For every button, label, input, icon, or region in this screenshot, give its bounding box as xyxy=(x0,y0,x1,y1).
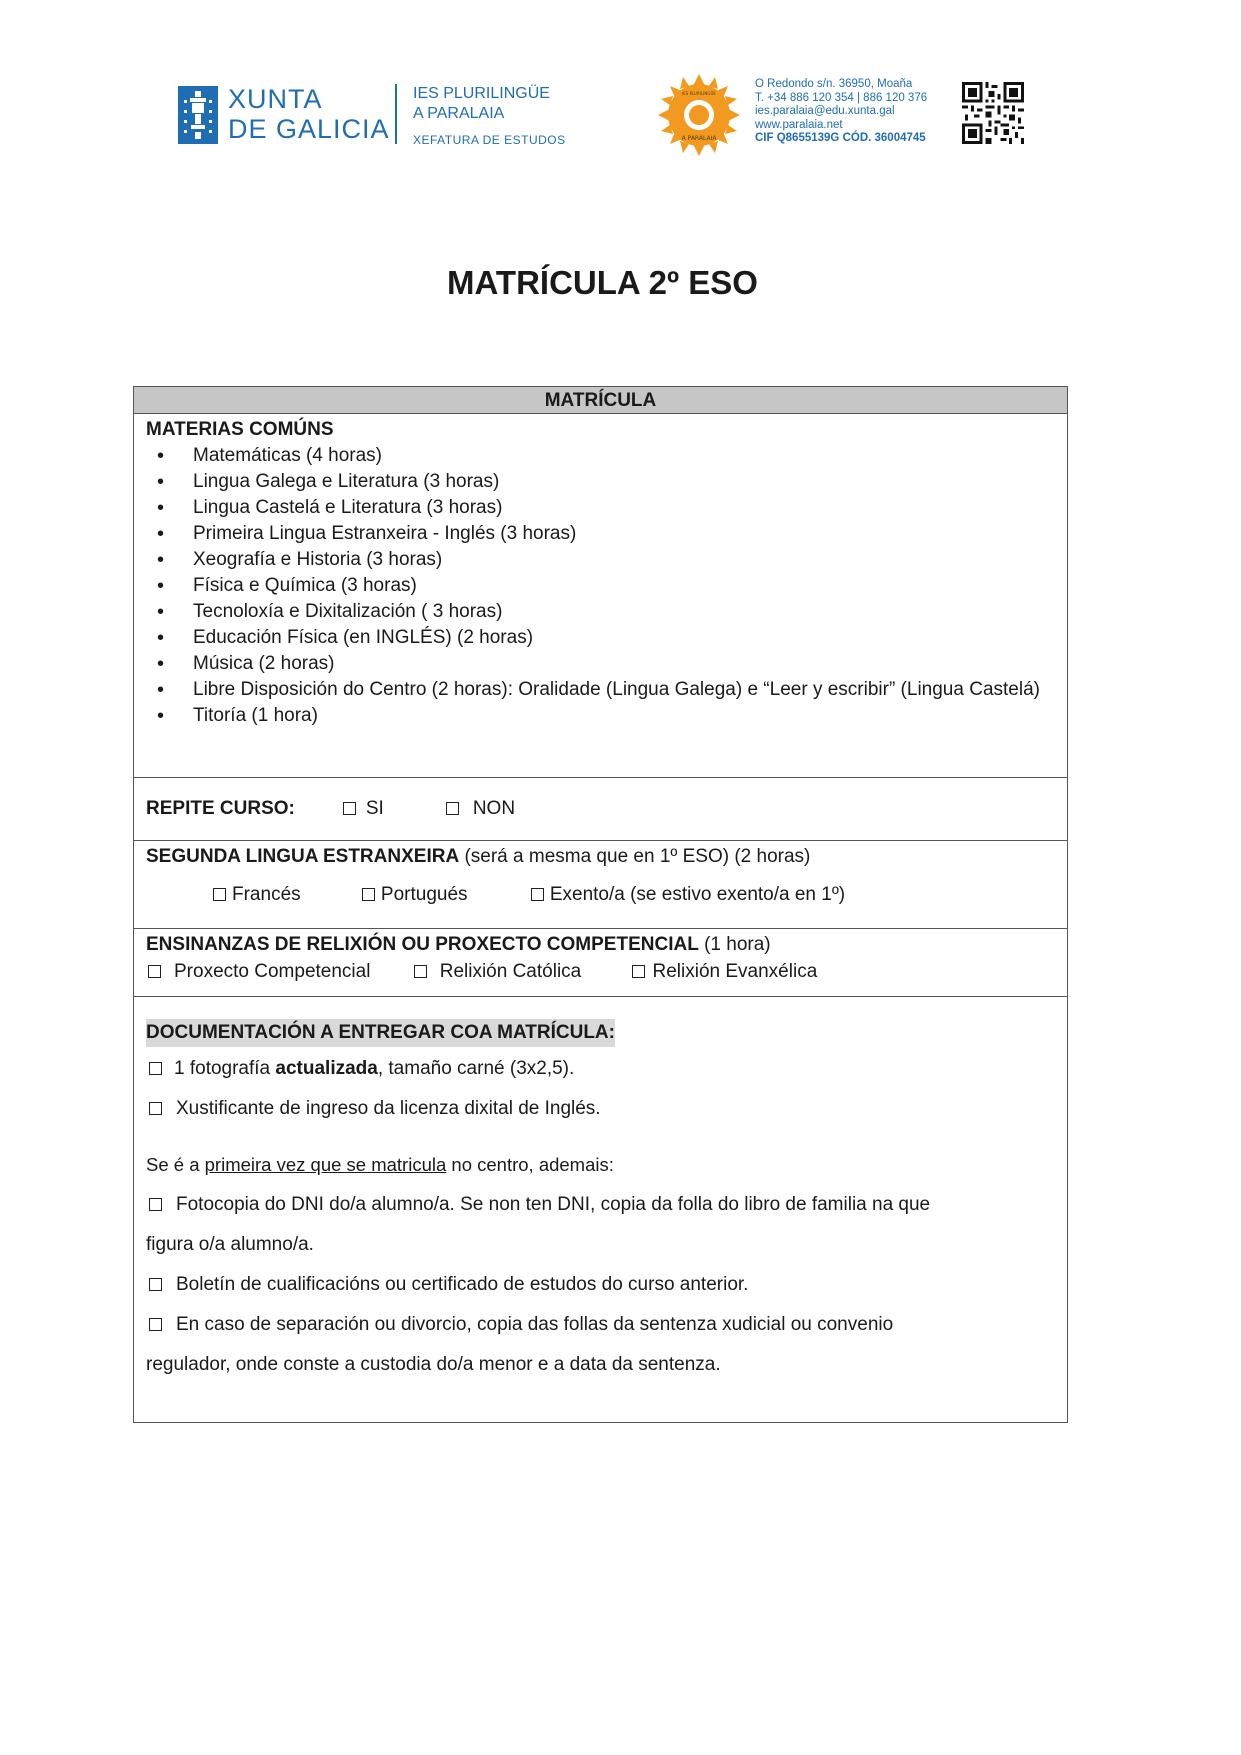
doc-report-item[interactable] xyxy=(146,1265,1067,1305)
religion-options xyxy=(146,958,1067,986)
contact-web: www.paralaia.net xyxy=(755,118,843,131)
evangelical-checkbox[interactable] xyxy=(632,965,645,978)
doc-license-item[interactable] xyxy=(146,1089,1067,1129)
french-label: Francés xyxy=(232,884,301,905)
repeat-no-option[interactable] xyxy=(446,798,515,820)
subject-item: • Lingua Castelá e Literatura (3 horas) xyxy=(146,495,1067,521)
doc-dni-checkbox[interactable] xyxy=(149,1198,162,1211)
doc-license-text: Xustificante de ingreso da licenza dixital de Inglés. xyxy=(176,1098,601,1119)
subject-item: • Titoría (1 hora) xyxy=(146,703,1067,729)
paralaia-sun-logo-icon xyxy=(658,74,740,156)
religion-label: ENSINANZAS DE RELIXIÓN OU PROXECTO COMPETENCIAL xyxy=(146,934,699,955)
contact-phone: T. +34 886 120 354 | 886 120 376 xyxy=(755,91,928,104)
catholic-checkbox[interactable] xyxy=(414,965,427,978)
contact-cif-code: CIF Q8655139G CÓD. 36004745 xyxy=(755,132,926,144)
repeat-yes-option[interactable] xyxy=(343,798,384,820)
letterhead xyxy=(0,0,1241,180)
religion-note: (1 hora) xyxy=(698,934,771,955)
doc-custody-checkbox[interactable] xyxy=(149,1318,162,1331)
doc-photo-text-post: , tamaño carné (3x2,5). xyxy=(377,1058,575,1079)
repeat-no-checkbox[interactable] xyxy=(446,802,459,815)
doc-custody-item[interactable] xyxy=(146,1305,1067,1345)
qr-code-icon xyxy=(962,82,1024,144)
exempt-label: Exento/a (se estivo exento/a en 1º) xyxy=(549,884,846,905)
subject-item: • Libre Disposición do Centro (2 horas): Oralidade (Lingua Galega) e “Leer y escribir” (Lingua Castelá) xyxy=(146,677,1067,703)
xunta-coat-of-arms-icon xyxy=(178,86,218,144)
french-checkbox[interactable] xyxy=(213,888,226,901)
xunta-line-2: DE GALICIA xyxy=(228,114,390,144)
header-separator xyxy=(395,84,397,144)
doc-dni-text-1: Fotocopia do DNI do/a alumno/a. Se non ten DNI, copia da folla do libro de familia na que xyxy=(176,1194,931,1215)
first-enrollment-pre: Se é a xyxy=(146,1154,205,1175)
department-name: XEFATURA DE ESTUDOS xyxy=(413,133,566,147)
doc-photo-checkbox[interactable] xyxy=(149,1062,162,1075)
form-heading: MATRÍCULA xyxy=(134,387,1067,414)
first-enrollment-post: no centro, ademais: xyxy=(446,1154,614,1175)
documents-heading-text: DOCUMENTACIÓN A ENTREGAR COA MATRÍCULA: xyxy=(146,1019,615,1047)
subjects-list xyxy=(146,443,1067,729)
doc-report-checkbox[interactable] xyxy=(149,1278,162,1291)
competence-project-checkbox[interactable] xyxy=(148,965,161,978)
competence-project-option[interactable] xyxy=(146,958,370,986)
religion-section xyxy=(134,929,1067,997)
second-language-section xyxy=(134,841,1067,929)
portuguese-label: Portugués xyxy=(380,884,468,905)
repeat-course-label: REPITE CURSO: xyxy=(146,798,295,819)
second-language-options xyxy=(146,881,1067,909)
subject-item: • Lingua Galega e Literatura (3 horas) xyxy=(146,469,1067,495)
common-subjects-title: MATERIAS COMÚNS xyxy=(146,419,334,440)
evangelical-option[interactable] xyxy=(632,958,818,986)
school-name xyxy=(413,84,566,148)
sun-logo-text-bottom: A PARALAIA xyxy=(681,135,717,142)
second-language-note: (será a mesma que en 1º ESO) (2 horas) xyxy=(459,846,811,867)
catholic-option[interactable] xyxy=(414,958,582,986)
french-option[interactable] xyxy=(213,881,301,909)
subject-item: • Física e Química (3 horas) xyxy=(146,573,1067,599)
repeat-yes-checkbox[interactable] xyxy=(343,802,356,815)
contact-address: O Redondo s/n. 36950, Moaña xyxy=(755,78,913,90)
subject-item: • Matemáticas (4 horas) xyxy=(146,443,1067,469)
spacer xyxy=(146,1129,1067,1145)
portuguese-option[interactable] xyxy=(362,881,468,909)
documents-section xyxy=(134,997,1067,1422)
doc-report-text: Boletín de cualificacións ou certificado de estudos do curso anterior. xyxy=(176,1274,749,1295)
repeat-yes-label: SI xyxy=(365,798,384,819)
enrollment-form xyxy=(133,386,1068,1423)
second-language-heading xyxy=(146,843,1067,870)
sun-logo-text-top: IES PLURILINGÜE xyxy=(682,91,716,96)
competence-project-label: Proxecto Competencial xyxy=(174,961,371,982)
subject-item: • Xeografía e Historia (3 horas) xyxy=(146,547,1067,573)
subject-item: • Música (2 horas) xyxy=(146,651,1067,677)
doc-photo-text-pre: 1 fotografía xyxy=(174,1058,276,1079)
doc-dni-continuation: figura o/a alumno/a. xyxy=(146,1234,314,1255)
repeat-course-section xyxy=(134,778,1067,841)
exempt-checkbox[interactable] xyxy=(531,888,544,901)
doc-dni-item[interactable] xyxy=(146,1185,1067,1225)
school-name-line-1: IES PLURILINGÜE xyxy=(413,85,550,102)
repeat-no-label: NON xyxy=(472,798,516,819)
doc-custody-text-1: En caso de separación ou divorcio, copia das follas da sentenza xudicial ou convenio xyxy=(176,1314,894,1335)
doc-photo-text-bold: actualizada xyxy=(275,1058,378,1079)
xunta-wordmark xyxy=(228,84,390,144)
subject-item: • Tecnoloxía e Dixitalización ( 3 horas) xyxy=(146,599,1067,625)
subject-item: • Primeira Lingua Estranxeira - Inglés (3 horas) xyxy=(146,521,1067,547)
religion-heading xyxy=(146,931,1067,958)
first-enrollment-underlined: primeira vez que se matricula xyxy=(204,1154,447,1175)
documents-heading xyxy=(146,1019,1067,1047)
doc-custody-continuation: regulador, onde conste a custodia do/a menor e a data da sentenza. xyxy=(146,1354,721,1375)
xunta-line-1: XUNTA xyxy=(228,84,323,114)
exempt-option[interactable] xyxy=(531,881,845,909)
contact-email: ies.paralaia@edu.xunta.gal xyxy=(755,105,895,117)
school-contact-info xyxy=(755,78,927,146)
first-enrollment-note xyxy=(146,1145,1067,1185)
doc-photo-item[interactable] xyxy=(146,1049,1067,1089)
portuguese-checkbox[interactable] xyxy=(362,888,375,901)
catholic-label: Relixión Católica xyxy=(439,961,582,982)
school-name-line-2: A PARALAIA xyxy=(413,105,505,122)
common-subjects-section xyxy=(134,414,1067,778)
second-language-label: SEGUNDA LINGUA ESTRANXEIRA xyxy=(146,846,460,867)
evangelical-label: Relixión Evanxélica xyxy=(652,961,818,982)
page-title: MATRÍCULA 2º ESO xyxy=(447,264,758,301)
subject-item: • Educación Física (en INGLÉS) (2 horas) xyxy=(146,625,1067,651)
doc-license-checkbox[interactable] xyxy=(149,1102,162,1115)
